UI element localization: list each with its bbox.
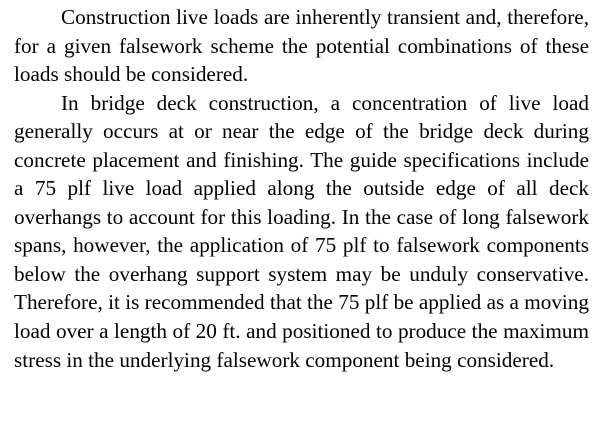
paragraph-bridge-deck-live-load: In bridge deck construction, a concentration of live load generally occurs at or near the edge of the bridge deck during concrete placement and finishing. The guide specifications include a 75 plf live load applied along the outside edge of all deck overhangs to account for this loading. In the case of long falsework spans, however, the application of 75 plf to falsework components below the overhang support system may be unduly conservative. Therefore, it is recommended that the 75 plf be applied as a moving load over a length of 20 ft. and positioned to produce the maximum stress in the underlying falsework component being considered.: [14, 90, 589, 372]
paragraph-live-loads-transient: Construction live loads are inherently transient and, therefore, for a given falsework scheme the potential combinations of these loads should be considered.: [14, 5, 589, 87]
